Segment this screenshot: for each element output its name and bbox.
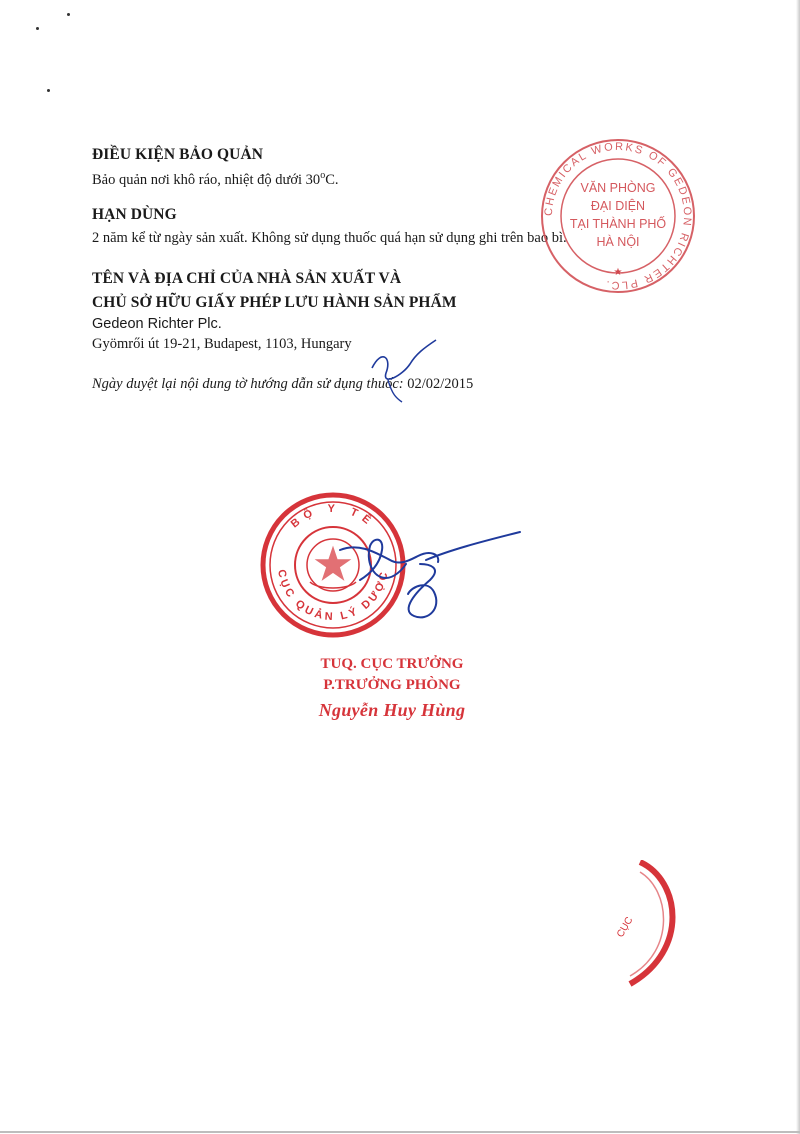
approval-line1: TUQ. CỤC TRƯỞNG (320, 656, 464, 672)
storage-text-main: Bảo quản nơi khô ráo, nhiệt độ dưới 30 (92, 171, 321, 188)
scan-speck (47, 89, 50, 92)
storage-heading: ĐIỀU KIỆN BẢO QUẢN (92, 146, 264, 163)
shelf-life-heading: HẠN DÙNG (92, 206, 177, 223)
storage-text-unit: C. (325, 171, 339, 188)
company-stamp-outer-text: CHEMICAL WORKS OF GEDEON RICHTER PLC. (542, 140, 694, 292)
company-stamp-line4: HÀ NỘI (596, 235, 640, 249)
storage-text (92, 170, 338, 189)
ministry-stamp-top-text: BỘ Y TẾ (288, 502, 378, 531)
company-stamp-line3: TẠI THÀNH PHỐ (569, 217, 667, 231)
scan-bottom-edge (0, 1131, 800, 1133)
approval-block (292, 654, 492, 724)
company-stamp-line2: ĐẠI DIỆN (590, 199, 646, 213)
shelf-life-text: 2 năm kể từ ngày sản xuất. Không sử dụng thuốc quá hạn sử dụng ghi trên bao bì. (92, 230, 567, 246)
degree-sign: o (320, 170, 326, 181)
approval-line2: P.TRƯỞNG PHÒNG (323, 677, 461, 693)
signature (330, 520, 530, 630)
scan-speck (67, 13, 70, 16)
revision-date: 02/02/2015 (407, 376, 474, 392)
star-icon: ★ (613, 267, 623, 278)
ministry-stamp-bottom-text: CỤC QUẢN LÝ DƯỢC (275, 568, 391, 624)
revision-label: Ngày duyệt lại nội dung tờ hướng dẫn sử dụng thuốc: (92, 376, 404, 392)
initials-mark (362, 338, 442, 408)
company-stamp-line1: VĂN PHÒNG (580, 181, 656, 195)
manufacturer-heading-line2: CHỦ SỞ HỮU GIẤY PHÉP LƯU HÀNH SẢN PHẨM (92, 294, 457, 311)
company-address: Gyömrői út 19-21, Budapest, 1103, Hungary (92, 336, 352, 352)
partial-stamp-text: CỤC (615, 915, 636, 940)
scan-speck (36, 27, 39, 30)
signer-name: Nguyễn Huy Hùng (318, 700, 466, 720)
partial-stamp (600, 860, 700, 990)
scan-edge-shadow (796, 0, 800, 1134)
manufacturer-heading-line1: TÊN VÀ ĐỊA CHỈ CỦA NHÀ SẢN XUẤT VÀ (92, 270, 402, 287)
company-name: Gedeon Richter Plc. (92, 316, 222, 332)
company-stamp (538, 136, 698, 296)
